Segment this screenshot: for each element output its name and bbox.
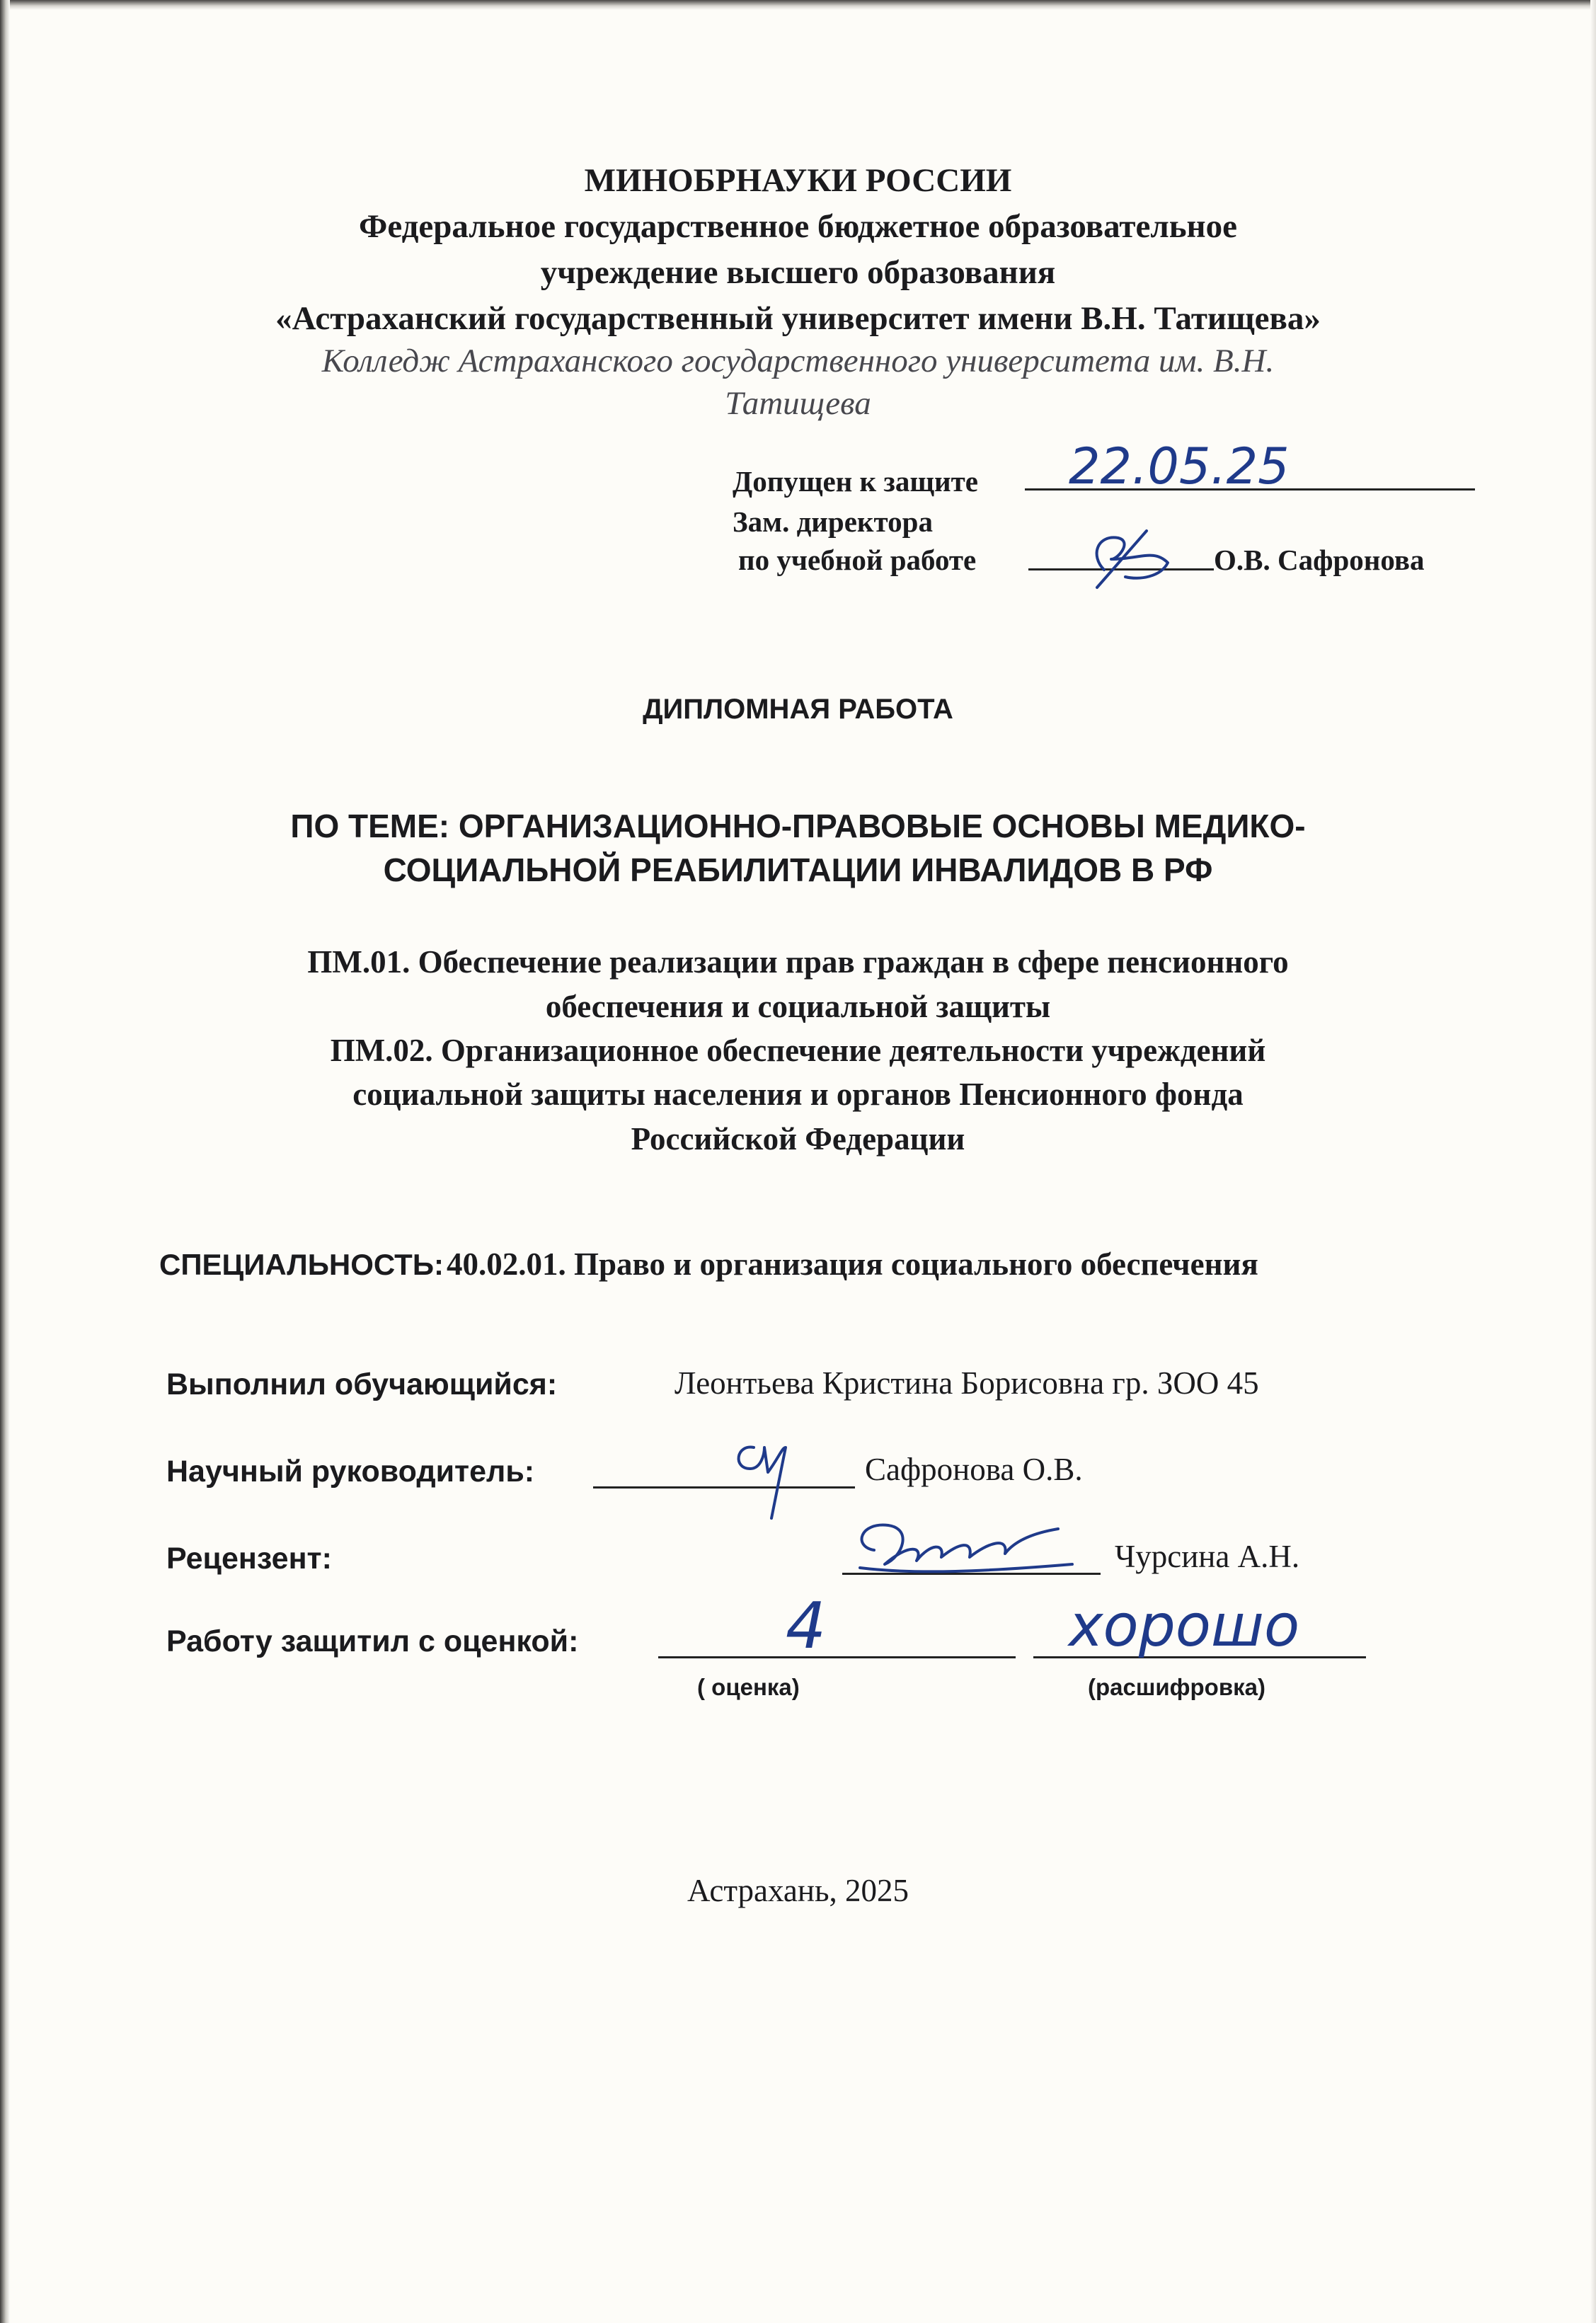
specialty-row <box>159 1246 1433 1283</box>
footer-city-year: Астрахань, 2025 <box>687 1873 909 1908</box>
specialty-value: 40.02.01. Право и организация социального обеспечения <box>447 1246 1258 1282</box>
transcript-caption: (расшифровка) <box>1088 1674 1265 1700</box>
supervisor-label: Научный руководитель: <box>166 1455 535 1489</box>
college-line-1: Колледж Астраханского государственного университета им. В.Н. <box>321 343 1275 379</box>
university-name: «Астраханский государственный университет имени В.Н. Татищева» <box>275 300 1321 337</box>
institution-line-1: Федеральное государственное бюджетное образовательное <box>358 208 1237 245</box>
admitted-label: Допущен к защите <box>733 465 978 498</box>
work-type: ДИПЛОМНАЯ РАБОТА <box>643 694 953 725</box>
scan-edge-top <box>0 0 1596 10</box>
module-line-2: обеспечения и социальной защиты <box>545 989 1051 1024</box>
institution-line-2: учреждение высшего образования <box>540 254 1056 291</box>
supervisor-value: Сафронова О.В. <box>865 1452 1083 1487</box>
college-line-2: Татищева <box>725 385 871 422</box>
defense-label: Работу защитил с оценкой: <box>166 1624 579 1658</box>
deputy-signature <box>1076 520 1203 591</box>
module-line-3: ПМ.02. Организационное обеспечение деятельности учреждений <box>330 1033 1266 1068</box>
topic-line-2: СОЦИАЛЬНОЙ РЕАБИЛИТАЦИИ ИНВАЛИДОВ В РФ <box>383 851 1213 888</box>
admitted-date-handwritten: 22.05.25 <box>1069 437 1290 495</box>
supervisor-signature <box>715 1426 821 1525</box>
grade-caption: ( оценка) <box>697 1674 800 1700</box>
ministry-title: МИНОБРНАУКИ РОССИИ <box>584 162 1012 199</box>
student-label: Выполнил обучающийся: <box>166 1367 558 1401</box>
reviewer-value: Чурсина А.Н. <box>1115 1539 1300 1574</box>
deputy-name: О.В. Сафронова <box>1214 544 1425 576</box>
module-line-4: социальной защиты населения и органов Пенсионного фонда <box>352 1077 1244 1112</box>
deputy-title-line-1: Зам. директора <box>733 505 933 538</box>
student-value: Леонтьева Кристина Борисовна гр. ЗОО 45 <box>674 1365 1259 1401</box>
module-line-5: Российской Федерации <box>631 1121 965 1157</box>
reviewer-label: Рецензент: <box>166 1542 332 1576</box>
grade-transcript-handwritten: хорошо <box>1069 1593 1300 1660</box>
module-line-1: ПМ.01. Обеспечение реализации прав граждан в сфере пенсионного <box>307 944 1289 980</box>
topic-line-1: ПО ТЕМЕ: ОРГАНИЗАЦИОННО-ПРАВОВЫЕ ОСНОВЫ МЕДИКО- <box>290 808 1306 844</box>
grade-handwritten: 4 <box>786 1589 827 1663</box>
deputy-title-line-2: по учебной работе <box>738 544 977 576</box>
specialty-label: СПЕЦИАЛЬНОСТЬ: <box>159 1248 444 1281</box>
grade-line <box>658 1656 1016 1658</box>
reviewer-signature <box>846 1515 1079 1585</box>
